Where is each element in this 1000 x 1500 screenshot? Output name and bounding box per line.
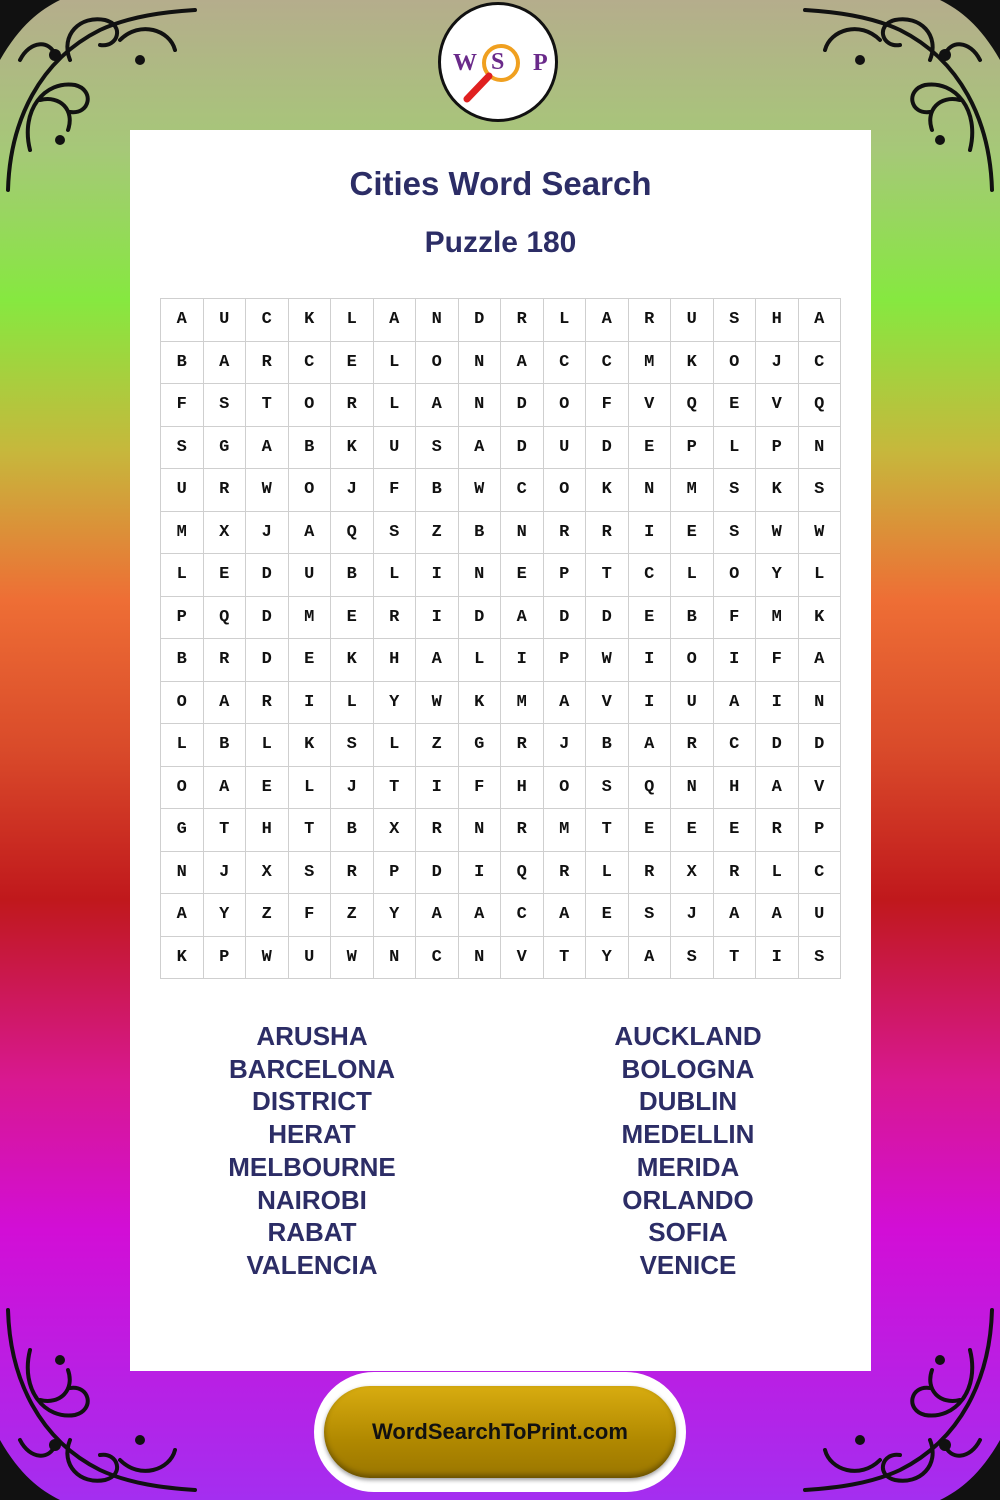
word-item: DUBLIN — [638, 1086, 738, 1117]
grid-cell[interactable]: E — [586, 894, 629, 937]
word-item: ORLANDO — [622, 1184, 754, 1215]
grid-cell[interactable]: N — [798, 681, 841, 724]
grid-cell[interactable]: O — [543, 384, 586, 427]
grid-cell[interactable]: A — [798, 639, 841, 682]
grid-cell[interactable]: A — [798, 299, 841, 342]
grid-cell[interactable]: A — [246, 426, 289, 469]
grid-cell[interactable]: N — [458, 809, 501, 852]
grid-row — [161, 384, 841, 427]
grid-cell[interactable]: N — [458, 384, 501, 427]
grid-cell[interactable]: A — [416, 384, 459, 427]
grid-cell[interactable]: M — [628, 341, 671, 384]
grid-cell[interactable]: Z — [331, 894, 374, 937]
grid-cell[interactable]: L — [713, 426, 756, 469]
grid-cell[interactable]: K — [586, 469, 629, 512]
grid-cell[interactable]: N — [373, 936, 416, 979]
grid-row — [161, 809, 841, 852]
grid-cell[interactable]: N — [798, 426, 841, 469]
grid-cell[interactable]: L — [373, 554, 416, 597]
grid-cell[interactable]: X — [671, 851, 714, 894]
grid-cell[interactable]: W — [458, 469, 501, 512]
grid-cell[interactable]: S — [586, 766, 629, 809]
grid-cell[interactable]: Q — [671, 384, 714, 427]
grid-cell[interactable]: Z — [416, 511, 459, 554]
grid-cell[interactable]: C — [628, 554, 671, 597]
grid-cell[interactable]: T — [586, 554, 629, 597]
grid-cell[interactable]: B — [161, 639, 204, 682]
grid-cell[interactable]: R — [331, 851, 374, 894]
grid-cell[interactable]: R — [713, 851, 756, 894]
grid-cell[interactable]: R — [628, 299, 671, 342]
grid-cell[interactable]: P — [161, 596, 204, 639]
grid-cell[interactable]: S — [203, 384, 246, 427]
grid-cell[interactable]: A — [288, 511, 331, 554]
grid-cell[interactable]: S — [798, 936, 841, 979]
grid-cell[interactable]: N — [161, 851, 204, 894]
grid-cell[interactable]: V — [501, 936, 544, 979]
grid-cell[interactable]: R — [331, 384, 374, 427]
word-item: VALENCIA — [246, 1249, 378, 1280]
grid-cell[interactable]: Q — [628, 766, 671, 809]
grid-cell[interactable]: C — [501, 469, 544, 512]
grid-cell[interactable]: X — [373, 809, 416, 852]
grid-cell[interactable]: E — [331, 341, 374, 384]
grid-cell[interactable]: K — [331, 426, 374, 469]
grid-cell[interactable]: V — [798, 766, 841, 809]
word-item: DISTRICT — [252, 1086, 372, 1117]
grid-cell[interactable]: L — [331, 299, 374, 342]
grid-cell[interactable]: D — [458, 596, 501, 639]
grid-cell[interactable]: U — [288, 936, 331, 979]
grid-cell[interactable]: S — [713, 469, 756, 512]
grid-cell[interactable]: I — [628, 681, 671, 724]
grid-cell[interactable]: R — [501, 724, 544, 767]
grid-cell[interactable]: O — [288, 469, 331, 512]
grid-cell[interactable]: L — [798, 554, 841, 597]
grid-cell[interactable]: I — [713, 639, 756, 682]
grid-row — [161, 639, 841, 682]
grid-cell[interactable]: N — [416, 299, 459, 342]
grid-cell[interactable]: I — [628, 639, 671, 682]
grid-cell[interactable]: C — [246, 299, 289, 342]
grid-cell[interactable]: E — [246, 766, 289, 809]
grid-cell[interactable]: R — [246, 681, 289, 724]
grid-cell[interactable]: Y — [373, 894, 416, 937]
grid-cell[interactable]: R — [246, 341, 289, 384]
grid-cell[interactable]: G — [161, 809, 204, 852]
grid-cell[interactable]: D — [246, 639, 289, 682]
grid-cell[interactable]: O — [543, 766, 586, 809]
grid-cell[interactable]: A — [713, 894, 756, 937]
grid-cell[interactable]: F — [713, 596, 756, 639]
grid-cell[interactable]: X — [246, 851, 289, 894]
grid-cell[interactable]: E — [628, 596, 671, 639]
grid-cell[interactable]: L — [458, 639, 501, 682]
grid-cell[interactable]: B — [458, 511, 501, 554]
grid-cell[interactable]: S — [713, 511, 756, 554]
word-item: ARUSHA — [256, 1021, 368, 1051]
grid-row — [161, 766, 841, 809]
grid-cell[interactable]: J — [756, 341, 799, 384]
grid-cell[interactable]: S — [628, 894, 671, 937]
grid-cell[interactable]: H — [501, 766, 544, 809]
grid-cell[interactable]: E — [713, 384, 756, 427]
puzzle-card — [130, 130, 871, 1371]
grid-cell[interactable]: D — [416, 851, 459, 894]
grid-cell[interactable]: L — [543, 299, 586, 342]
word-item: SOFIA — [648, 1217, 728, 1248]
grid-cell[interactable]: W — [586, 639, 629, 682]
grid-cell[interactable]: A — [416, 639, 459, 682]
grid-cell[interactable]: S — [288, 851, 331, 894]
grid-cell[interactable]: S — [416, 426, 459, 469]
grid-row — [161, 681, 841, 724]
grid-cell[interactable]: D — [586, 596, 629, 639]
grid-cell[interactable]: T — [373, 766, 416, 809]
grid-cell[interactable]: L — [331, 681, 374, 724]
grid-cell[interactable]: D — [246, 554, 289, 597]
grid-cell[interactable]: K — [671, 341, 714, 384]
grid-cell[interactable]: A — [543, 894, 586, 937]
grid-cell[interactable]: J — [331, 766, 374, 809]
grid-cell[interactable]: L — [246, 724, 289, 767]
grid-cell[interactable]: A — [458, 894, 501, 937]
grid-cell[interactable]: C — [713, 724, 756, 767]
grid-cell[interactable]: Y — [373, 681, 416, 724]
grid-cell[interactable]: R — [586, 511, 629, 554]
grid-cell[interactable]: N — [458, 554, 501, 597]
word-list-right — [538, 1020, 838, 1282]
grid-cell[interactable]: R — [671, 724, 714, 767]
grid-cell[interactable]: V — [586, 681, 629, 724]
logo-letter-s: S — [491, 49, 505, 75]
grid-cell[interactable]: D — [756, 724, 799, 767]
grid-cell[interactable]: S — [671, 936, 714, 979]
grid-cell[interactable]: D — [501, 426, 544, 469]
grid-cell[interactable]: N — [501, 511, 544, 554]
grid-cell[interactable]: A — [501, 341, 544, 384]
grid-cell[interactable]: Y — [203, 894, 246, 937]
grid-cell[interactable]: E — [501, 554, 544, 597]
grid-row — [161, 724, 841, 767]
word-item: MERIDA — [636, 1151, 740, 1182]
grid-cell[interactable]: U — [671, 681, 714, 724]
grid-cell[interactable]: R — [203, 469, 246, 512]
grid-cell[interactable]: I — [416, 596, 459, 639]
grid-cell[interactable]: A — [161, 894, 204, 937]
grid-cell[interactable]: L — [288, 766, 331, 809]
grid-cell[interactable]: H — [246, 809, 289, 852]
grid-cell[interactable]: L — [586, 851, 629, 894]
grid-cell[interactable]: A — [203, 681, 246, 724]
grid-cell[interactable]: N — [458, 936, 501, 979]
site-link[interactable]: WordSearchToPrint.com — [372, 1419, 628, 1444]
grid-cell[interactable]: Q — [501, 851, 544, 894]
grid-cell[interactable]: D — [501, 384, 544, 427]
grid-cell[interactable]: F — [458, 766, 501, 809]
grid-cell[interactable]: E — [331, 596, 374, 639]
grid-cell[interactable]: N — [628, 469, 671, 512]
grid-cell[interactable]: R — [416, 809, 459, 852]
grid-row — [161, 894, 841, 937]
wsp-logo[interactable] — [438, 2, 558, 122]
grid-cell[interactable]: C — [798, 851, 841, 894]
grid-cell[interactable]: U — [671, 299, 714, 342]
grid-cell[interactable]: W — [416, 681, 459, 724]
grid-cell[interactable]: W — [798, 511, 841, 554]
grid-cell[interactable]: E — [713, 809, 756, 852]
grid-cell[interactable]: O — [671, 639, 714, 682]
grid-cell[interactable]: L — [671, 554, 714, 597]
grid-cell[interactable]: B — [288, 426, 331, 469]
grid-cell[interactable]: U — [373, 426, 416, 469]
grid-cell[interactable]: A — [203, 341, 246, 384]
grid-cell[interactable]: B — [416, 469, 459, 512]
grid-cell[interactable]: U — [288, 554, 331, 597]
grid-cell[interactable]: D — [798, 724, 841, 767]
word-item: MELBOURNE — [228, 1151, 396, 1182]
grid-cell[interactable]: B — [671, 596, 714, 639]
word-item: MEDELLIN — [621, 1119, 755, 1150]
grid-cell[interactable]: L — [161, 724, 204, 767]
grid-cell[interactable]: F — [161, 384, 204, 427]
grid-cell[interactable]: T — [543, 936, 586, 979]
grid-cell[interactable]: B — [586, 724, 629, 767]
grid-row — [161, 341, 841, 384]
grid-cell[interactable]: R — [373, 596, 416, 639]
grid-cell[interactable]: R — [203, 639, 246, 682]
grid-cell[interactable]: E — [628, 809, 671, 852]
grid-cell[interactable]: Z — [416, 724, 459, 767]
word-item: VENICE — [639, 1249, 737, 1280]
grid-cell[interactable]: J — [543, 724, 586, 767]
grid-cell[interactable]: V — [628, 384, 671, 427]
grid-cell[interactable]: C — [543, 341, 586, 384]
grid-cell[interactable]: K — [288, 299, 331, 342]
grid-row — [161, 596, 841, 639]
grid-cell[interactable]: O — [161, 766, 204, 809]
letter-grid — [160, 298, 841, 979]
grid-cell[interactable]: Q — [798, 384, 841, 427]
grid-cell[interactable]: O — [288, 384, 331, 427]
grid-cell[interactable]: W — [246, 936, 289, 979]
grid-cell[interactable]: A — [586, 299, 629, 342]
grid-cell[interactable]: F — [756, 639, 799, 682]
grid-cell[interactable]: I — [416, 554, 459, 597]
grid-cell[interactable]: I — [501, 639, 544, 682]
grid-cell[interactable]: L — [373, 384, 416, 427]
grid-cell[interactable]: I — [458, 851, 501, 894]
grid-row — [161, 299, 841, 342]
grid-cell[interactable]: K — [798, 596, 841, 639]
grid-cell[interactable]: T — [288, 809, 331, 852]
grid-cell[interactable]: G — [203, 426, 246, 469]
logo-letter-p: P — [533, 50, 548, 76]
grid-cell[interactable]: D — [586, 426, 629, 469]
page-title: Cities Word Search — [349, 165, 652, 202]
grid-cell[interactable]: L — [756, 851, 799, 894]
grid-cell[interactable]: O — [416, 341, 459, 384]
grid-cell[interactable]: H — [713, 766, 756, 809]
grid-cell[interactable]: P — [543, 639, 586, 682]
word-list-left — [162, 1020, 462, 1282]
grid-cell[interactable]: E — [203, 554, 246, 597]
grid-cell[interactable]: P — [543, 554, 586, 597]
grid-row — [161, 426, 841, 469]
grid-cell[interactable]: M — [501, 681, 544, 724]
grid-cell[interactable]: U — [203, 299, 246, 342]
grid-cell[interactable]: G — [458, 724, 501, 767]
grid-cell[interactable]: K — [331, 639, 374, 682]
grid-cell[interactable]: P — [671, 426, 714, 469]
grid-cell[interactable]: X — [203, 511, 246, 554]
grid-cell[interactable]: B — [331, 809, 374, 852]
grid-cell[interactable]: K — [161, 936, 204, 979]
grid-cell[interactable]: L — [373, 724, 416, 767]
grid-cell[interactable]: P — [203, 936, 246, 979]
grid-cell[interactable]: C — [288, 341, 331, 384]
grid-cell[interactable]: S — [713, 299, 756, 342]
grid-cell[interactable]: Z — [246, 894, 289, 937]
grid-cell[interactable]: I — [628, 511, 671, 554]
grid-cell[interactable]: B — [331, 554, 374, 597]
grid-cell[interactable]: D — [246, 596, 289, 639]
grid-cell[interactable]: S — [161, 426, 204, 469]
grid-cell[interactable]: I — [416, 766, 459, 809]
grid-cell[interactable]: U — [798, 894, 841, 937]
grid-cell[interactable]: F — [288, 894, 331, 937]
grid-cell[interactable]: N — [671, 766, 714, 809]
grid-cell[interactable]: M — [756, 596, 799, 639]
grid-cell[interactable]: I — [756, 936, 799, 979]
grid-cell[interactable]: Q — [203, 596, 246, 639]
grid-cell[interactable]: P — [373, 851, 416, 894]
grid-cell[interactable]: E — [671, 809, 714, 852]
grid-cell[interactable]: R — [501, 809, 544, 852]
grid-cell[interactable]: N — [458, 341, 501, 384]
grid-cell[interactable]: R — [501, 299, 544, 342]
grid-cell[interactable]: P — [756, 426, 799, 469]
grid-cell[interactable]: S — [798, 469, 841, 512]
grid-cell[interactable]: F — [373, 469, 416, 512]
grid-cell[interactable]: A — [501, 596, 544, 639]
grid-cell[interactable]: V — [756, 384, 799, 427]
grid-cell[interactable]: K — [288, 724, 331, 767]
grid-cell[interactable]: U — [543, 426, 586, 469]
grid-cell[interactable]: Q — [331, 511, 374, 554]
grid-cell[interactable]: E — [288, 639, 331, 682]
grid-cell[interactable]: J — [331, 469, 374, 512]
word-item: AUCKLAND — [614, 1021, 762, 1051]
grid-cell[interactable]: H — [373, 639, 416, 682]
grid-cell[interactable]: M — [543, 809, 586, 852]
grid-cell[interactable]: A — [543, 681, 586, 724]
grid-cell[interactable]: B — [203, 724, 246, 767]
grid-cell[interactable]: C — [416, 936, 459, 979]
grid-cell[interactable]: C — [798, 341, 841, 384]
logo-letter-w: W — [453, 50, 477, 76]
grid-cell[interactable]: J — [671, 894, 714, 937]
word-item: HERAT — [268, 1119, 356, 1150]
grid-cell[interactable]: R — [628, 851, 671, 894]
grid-cell[interactable]: J — [203, 851, 246, 894]
word-item: NAIROBI — [257, 1184, 367, 1215]
grid-cell[interactable]: B — [161, 341, 204, 384]
grid-cell[interactable]: S — [331, 724, 374, 767]
grid-cell[interactable]: I — [288, 681, 331, 724]
word-item: BARCELONA — [228, 1053, 396, 1084]
grid-cell[interactable]: M — [161, 511, 204, 554]
grid-cell[interactable]: T — [713, 936, 756, 979]
word-item: RABAT — [267, 1217, 357, 1248]
grid-cell[interactable]: J — [246, 511, 289, 554]
grid-cell[interactable]: K — [458, 681, 501, 724]
grid-cell[interactable]: O — [713, 554, 756, 597]
grid-cell[interactable]: Y — [586, 936, 629, 979]
grid-cell[interactable]: A — [203, 766, 246, 809]
grid-cell[interactable]: E — [628, 426, 671, 469]
grid-row — [161, 511, 841, 554]
puzzle-number: Puzzle 180 — [424, 226, 577, 259]
grid-cell[interactable]: L — [161, 554, 204, 597]
grid-cell[interactable]: M — [288, 596, 331, 639]
grid-cell[interactable]: S — [373, 511, 416, 554]
grid-cell[interactable]: M — [671, 469, 714, 512]
grid-cell[interactable]: O — [161, 681, 204, 724]
grid-cell[interactable]: A — [373, 299, 416, 342]
grid-cell[interactable]: T — [246, 384, 289, 427]
word-item: BOLOGNA — [621, 1053, 755, 1084]
grid-cell[interactable]: E — [671, 511, 714, 554]
grid-cell[interactable]: H — [756, 299, 799, 342]
grid-cell[interactable]: A — [713, 681, 756, 724]
grid-cell[interactable]: A — [458, 426, 501, 469]
grid-cell[interactable]: I — [756, 681, 799, 724]
grid-cell[interactable]: C — [501, 894, 544, 937]
grid-cell[interactable]: R — [543, 851, 586, 894]
grid-cell[interactable]: P — [798, 809, 841, 852]
grid-cell[interactable]: A — [628, 936, 671, 979]
grid-cell[interactable]: W — [331, 936, 374, 979]
grid-cell[interactable]: A — [628, 724, 671, 767]
grid-cell[interactable]: F — [586, 384, 629, 427]
grid-row — [161, 936, 841, 979]
grid-row — [161, 851, 841, 894]
grid-cell[interactable]: L — [373, 341, 416, 384]
grid-cell[interactable]: W — [756, 511, 799, 554]
grid-cell[interactable]: C — [586, 341, 629, 384]
grid-cell[interactable]: D — [458, 299, 501, 342]
grid-cell[interactable]: W — [246, 469, 289, 512]
grid-cell[interactable]: Y — [756, 554, 799, 597]
grid-row — [161, 554, 841, 597]
grid-cell[interactable]: O — [543, 469, 586, 512]
grid-cell[interactable]: T — [203, 809, 246, 852]
grid-cell[interactable]: R — [756, 809, 799, 852]
grid-cell[interactable]: O — [713, 341, 756, 384]
grid-cell[interactable]: T — [586, 809, 629, 852]
grid-cell[interactable]: U — [161, 469, 204, 512]
grid-cell[interactable]: R — [543, 511, 586, 554]
grid-row — [161, 469, 841, 512]
grid-cell[interactable]: D — [543, 596, 586, 639]
grid-cell[interactable]: A — [161, 299, 204, 342]
grid-cell[interactable]: A — [756, 894, 799, 937]
grid-cell[interactable]: A — [756, 766, 799, 809]
grid-cell[interactable]: K — [756, 469, 799, 512]
grid-cell[interactable]: A — [416, 894, 459, 937]
